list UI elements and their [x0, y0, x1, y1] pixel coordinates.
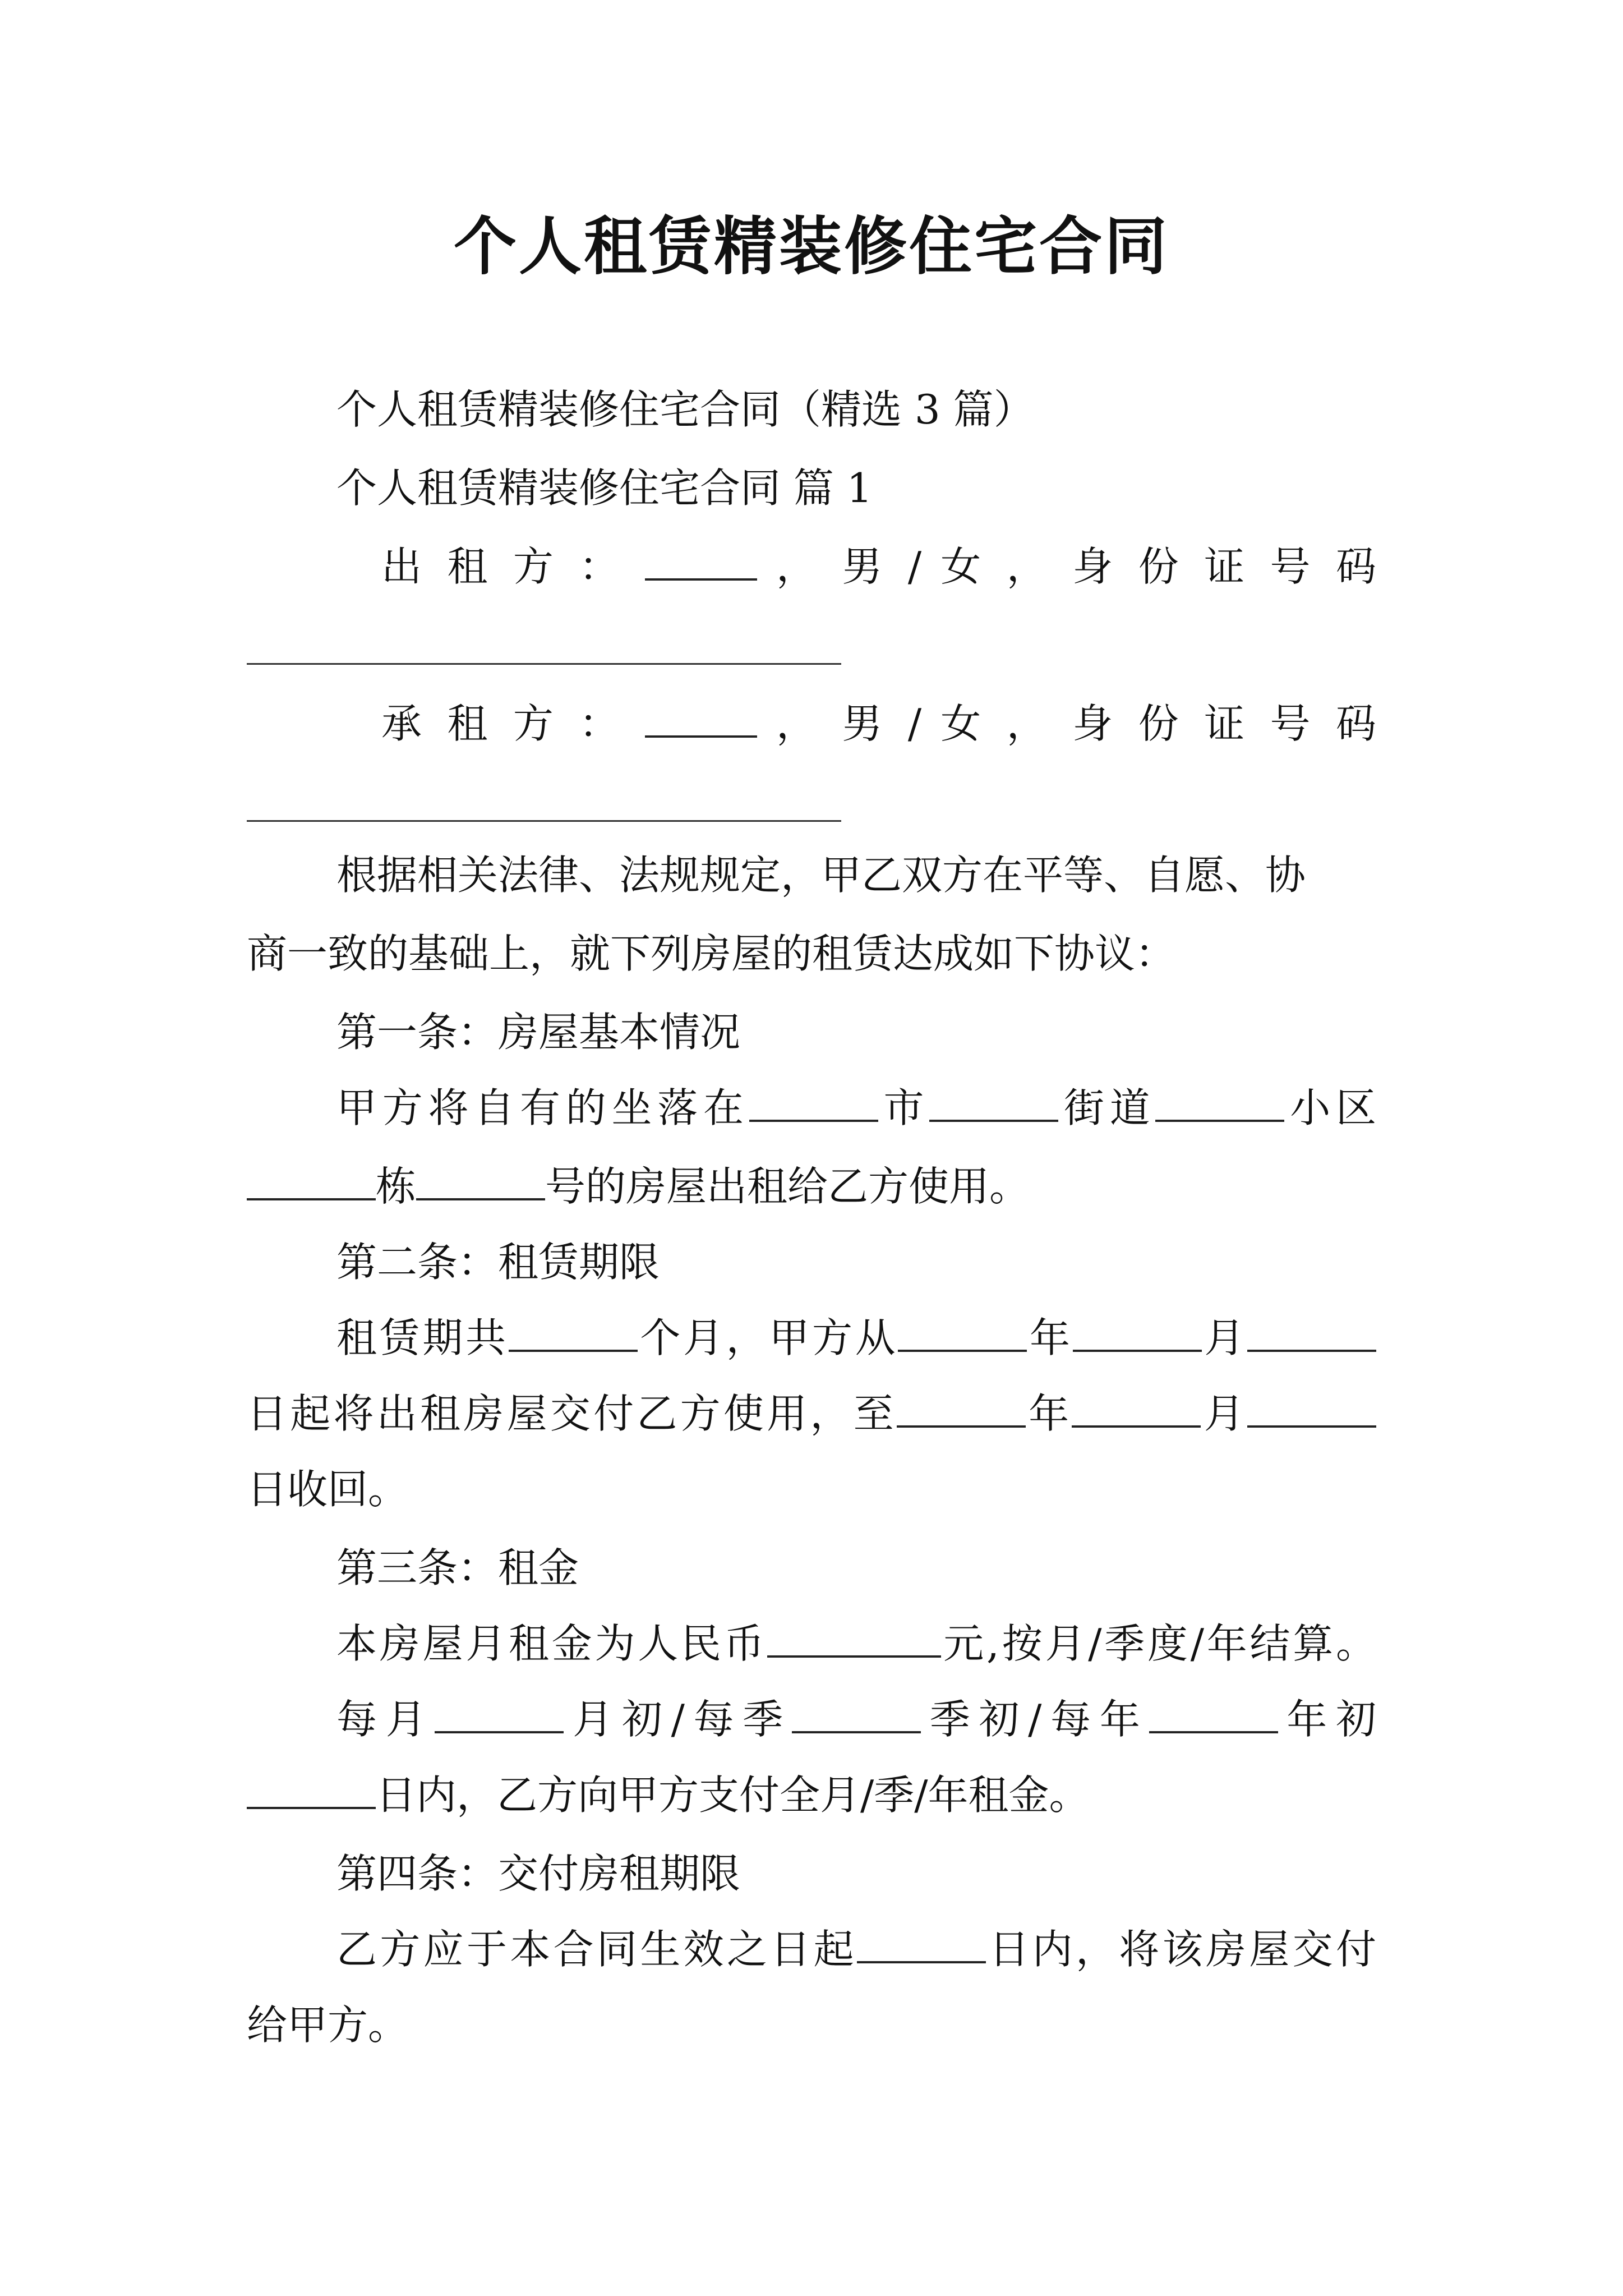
a2-text-2: 个月，甲方从 — [637, 1314, 898, 1361]
a3-text-3: 每月 — [336, 1696, 435, 1743]
article-3-line-2 — [336, 1691, 1376, 1747]
community-blank[interactable] — [1155, 1083, 1284, 1122]
street-blank[interactable] — [929, 1083, 1058, 1122]
building-blank[interactable] — [247, 1161, 376, 1200]
a1-text-6: 号的房屋出租给乙方使用。 — [545, 1163, 1030, 1210]
lessee-gender: ， 男 / 女 ， — [776, 700, 1054, 747]
lessee-label: 承 租 方 ： — [381, 700, 626, 747]
lessee-id-blank[interactable] — [247, 792, 841, 822]
lessor-gender: ， 男 / 女 ， — [776, 543, 1054, 590]
end-day-blank[interactable] — [1247, 1388, 1376, 1428]
lessee-line — [381, 696, 1376, 752]
a3-text-2: 元,按月/季度/年结算。 — [940, 1620, 1376, 1667]
lessor-id-blank[interactable] — [247, 635, 841, 665]
a4-text-1: 乙方应于本合同生效之日起 — [336, 1926, 857, 1973]
article-3-line-1 — [336, 1616, 1376, 1672]
a4-text-2: 日内，将该房屋交付 — [985, 1926, 1376, 1973]
a2-text-5: 日起将出租房屋交付乙方使用，至 — [247, 1390, 897, 1437]
a2-text-7: 月 — [1201, 1390, 1247, 1437]
article-4-line-1 — [336, 1921, 1376, 1977]
rent-amount-blank[interactable] — [767, 1618, 941, 1658]
a1-text-1: 甲方将自有的坐落在 — [336, 1084, 749, 1131]
article-1-title: 第一条：房屋基本情况 — [336, 1009, 741, 1056]
lessee-id-line — [247, 780, 1376, 836]
a3-text-1: 本房屋月租金为人民币 — [336, 1620, 767, 1667]
lessor-name-blank[interactable] — [645, 541, 757, 581]
article-3-line-3 — [247, 1767, 1376, 1823]
quarterly-day-blank[interactable] — [792, 1694, 921, 1733]
subtitle: 个人租赁精装修住宅合同（精选 3 篇） — [336, 386, 1034, 433]
a1-text-2: 市 — [878, 1084, 930, 1131]
start-day-blank[interactable] — [1247, 1313, 1376, 1352]
lessee-name-blank[interactable] — [645, 698, 757, 738]
start-year-blank[interactable] — [898, 1313, 1027, 1352]
article-1-line-2 — [247, 1158, 1376, 1214]
intro-line-1: 根据相关法律、法规规定，甲乙双方在平等、自愿、协 — [336, 852, 1306, 899]
lessee-id-label: 身 份 证 号 码 — [1072, 700, 1376, 747]
lessor-id-line — [247, 623, 1376, 679]
lessor-id-label: 身 份 证 号 码 — [1072, 543, 1376, 590]
article-2-line-2 — [247, 1386, 1376, 1442]
a2-text-3: 年 — [1027, 1314, 1073, 1361]
a1-text-3: 街道 — [1058, 1084, 1156, 1131]
a2-text-4: 月 — [1201, 1314, 1247, 1361]
article-4-title: 第四条：交付房租期限 — [336, 1850, 741, 1897]
a1-text-5: 栋 — [376, 1163, 417, 1210]
part-heading: 个人租赁精装修住宅合同 篇 1 — [336, 464, 873, 512]
start-month-blank[interactable] — [1073, 1313, 1202, 1352]
a3-text-7: 日内，乙方向甲方支付全月/季/年租金。 — [376, 1772, 1090, 1819]
unit-number-blank[interactable] — [416, 1161, 545, 1200]
article-1-line-1 — [336, 1080, 1376, 1136]
document-title: 个人租赁精装修住宅合同 — [454, 210, 1169, 283]
a3-text-4: 月初/每季 — [564, 1696, 792, 1743]
yearly-day-blank[interactable] — [1149, 1694, 1278, 1733]
end-month-blank[interactable] — [1072, 1388, 1201, 1428]
article-2-line-3: 日收回。 — [247, 1466, 409, 1513]
handover-days-blank[interactable] — [857, 1924, 986, 1963]
payment-days-blank[interactable] — [247, 1770, 376, 1809]
article-2-line-1 — [336, 1310, 1376, 1366]
end-year-blank[interactable] — [897, 1388, 1026, 1428]
intro-line-2: 商一致的基础上，就下列房屋的租赁达成如下协议： — [247, 930, 1176, 977]
term-months-blank[interactable] — [509, 1313, 638, 1352]
a3-text-5: 季初/每年 — [921, 1696, 1149, 1743]
a1-text-4: 小区 — [1284, 1084, 1376, 1131]
lessor-label: 出 租 方 ： — [381, 543, 626, 590]
lessor-line — [381, 539, 1376, 595]
article-2-title: 第二条：租赁期限 — [336, 1239, 660, 1286]
article-3-title: 第三条：租金 — [336, 1544, 579, 1591]
article-4-line-2: 给甲方。 — [247, 2001, 409, 2049]
a2-text-1: 租赁期共 — [336, 1314, 509, 1361]
a3-text-6: 年初 — [1278, 1696, 1376, 1743]
a2-text-6: 年 — [1025, 1390, 1072, 1437]
monthly-day-blank[interactable] — [435, 1694, 564, 1733]
city-blank[interactable] — [749, 1083, 878, 1122]
